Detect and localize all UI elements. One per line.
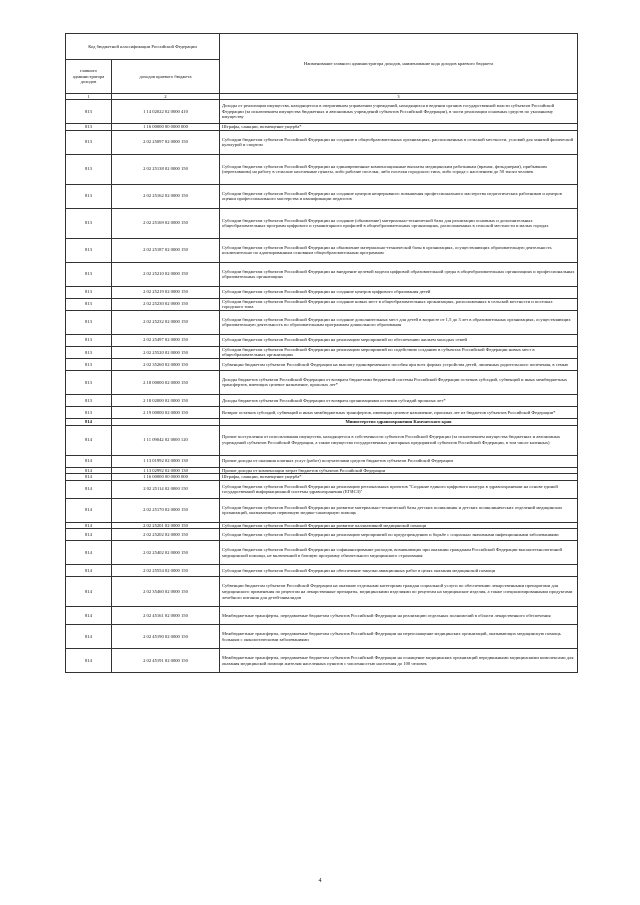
revenue-code-cell: 2 02 25201 02 0000 150 <box>112 522 220 529</box>
revenue-code-cell: 2 02 25554 02 0000 150 <box>112 565 220 577</box>
admin-code-cell: 813 <box>66 100 112 124</box>
description-cell: Субвенции бюджетам субъектов Российской Федерации на оказание отдельным категориям граждан социальной услуги по обеспечению лекарственными препаратами для медицинского применения по рецептам на лекарственные препараты, медицинскими изделиями по рецептам на медицинские изделия, а также специализированными продуктами лечебного питания для детей-инвалидов <box>220 577 578 607</box>
revenue-code-cell: 2 02 25219 02 0000 150 <box>112 286 220 298</box>
table-row <box>66 394 578 406</box>
description-cell: Межбюджетные трансферты, передаваемые бюджетам субъектов Российской Федерации на реализацию отдельных полномочий в области лекарственного обеспечения <box>220 607 578 625</box>
table-row <box>66 100 578 124</box>
admin-code-cell: 814 <box>66 577 112 607</box>
admin-code-cell: 813 <box>66 334 112 346</box>
revenue-code-cell: 2 02 25202 02 0000 150 <box>112 529 220 541</box>
table-row <box>66 124 578 131</box>
admin-code-cell: 813 <box>66 310 112 334</box>
revenue-code-cell: 2 02 25232 02 0000 150 <box>112 310 220 334</box>
table-row <box>66 649 578 673</box>
admin-code-cell: 814 <box>66 474 112 481</box>
admin-code-cell: 814 <box>66 565 112 577</box>
column-number-1: 1 <box>66 94 112 100</box>
admin-code-cell: 814 <box>66 498 112 522</box>
revenue-code-cell: 2 19 00000 02 0000 150 <box>112 406 220 418</box>
table-row <box>66 529 578 541</box>
description-cell: Министерство здравоохранения Камчатского края <box>220 418 578 425</box>
revenue-code-cell: 2 02 25497 02 0000 150 <box>112 334 220 346</box>
admin-code-cell: 813 <box>66 238 112 262</box>
description-cell: Межбюджетные трансферты, передаваемые бюджетам субъектов Российской Федерации на переоснащение медицинских организаций, оказывающих медицинскую помощь больным с онкологическими заболеваниями <box>220 625 578 649</box>
header-budget-classification: Код бюджетной классификации Российской Федерации <box>66 34 220 60</box>
revenue-code-cell: 2 02 25162 02 0000 150 <box>112 184 220 208</box>
table-row <box>66 625 578 649</box>
revenue-code-cell: 1 11 09042 02 0000 120 <box>112 425 220 455</box>
revenue-code-cell: 2 02 25187 02 0000 150 <box>112 238 220 262</box>
revenue-code-cell: 2 18 02000 02 0000 150 <box>112 394 220 406</box>
description-cell: Субсидии бюджетам субъектов Российской Федерации на реализацию мероприятий по обеспечению жильем молодых семей <box>220 334 578 346</box>
table-row <box>66 208 578 238</box>
revenue-code-cell: 1 13 02992 02 0000 130 <box>112 467 220 474</box>
admin-code-cell: 814 <box>66 625 112 649</box>
admin-code-cell: 813 <box>66 208 112 238</box>
description-cell: Прочие поступления от использования имущества, находящегося в собственности субъектов Российской Федерации (за исключением имущества бюджетных и автономных учреждений субъектов Российской Федерации, а также имущества государственных унитарных предприятий субъектов Российской Федерации, в том числе казенных) <box>220 425 578 455</box>
table-row <box>66 286 578 298</box>
table-row <box>66 154 578 184</box>
admin-code-cell: 814 <box>66 425 112 455</box>
admin-code-cell: 813 <box>66 298 112 310</box>
description-cell: Субсидии бюджетам субъектов Российской Федерации на создание центров непрерывного повышения профессионального мастерства педагогических работников и центров оценки профессионального мастерства и квалификации педагогов <box>220 184 578 208</box>
revenue-code-cell: 2 02 25170 02 0000 150 <box>112 498 220 522</box>
table-row <box>66 334 578 346</box>
header-admin-code: главного администратора доходов <box>66 60 112 94</box>
admin-code-cell: 813 <box>66 358 112 370</box>
table-row <box>66 358 578 370</box>
table-body <box>66 100 578 673</box>
description-cell: Доходы бюджетов субъектов Российской Федерации от возврата организациями остатков субсидий прошлых лет* <box>220 394 578 406</box>
table-row <box>66 425 578 455</box>
admin-code-cell: 813 <box>66 262 112 286</box>
description-cell: Субсидии бюджетам субъектов Российской Федерации на развитие паллиативной медицинской помощи <box>220 522 578 529</box>
description-cell: Субсидии бюджетам субъектов Российской Федерации на реализацию мероприятий по содействию созданию в субъектах Российской Федерации новых мест в общеобразовательных организациях <box>220 346 578 358</box>
admin-code-cell: 814 <box>66 529 112 541</box>
table-row <box>66 565 578 577</box>
revenue-code-cell: 2 02 25520 02 0000 150 <box>112 346 220 358</box>
admin-code-cell: 814 <box>66 541 112 565</box>
table-row <box>66 130 578 154</box>
table-row <box>66 238 578 262</box>
revenue-code-cell: 2 02 45191 02 0000 150 <box>112 649 220 673</box>
admin-code-cell: 813 <box>66 124 112 131</box>
revenue-code-cell: 2 02 25097 02 0000 150 <box>112 130 220 154</box>
column-number-3: 3 <box>220 94 578 100</box>
table-section-header-row <box>66 418 578 425</box>
revenue-code-cell <box>112 418 220 425</box>
admin-code-cell: 814 <box>66 607 112 625</box>
admin-code-cell: 813 <box>66 130 112 154</box>
table-row <box>66 184 578 208</box>
page-number: 4 <box>318 878 322 884</box>
description-cell: Доходы бюджетов субъектов Российской Федерации от возврата бюджетами бюджетной системы Российской Федерации остатков субсидий, субвенций и иных межбюджетных трансфертов, имеющих целевое назначение, прошлых лет* <box>220 370 578 394</box>
revenue-code-table <box>65 33 578 673</box>
admin-code-cell: 813 <box>66 394 112 406</box>
description-cell: Субсидии бюджетам субъектов Российской Федерации на единовременные компенсационные выплаты медицинским работникам (врачам, фельдшерам), прибывшим (переехавшим) на работу в сельские населенные пункты, либо рабочие поселки, либо поселки городского типа, либо города с населением до 50 тысяч человек <box>220 154 578 184</box>
revenue-code-cell: 1 14 02022 02 0000 410 <box>112 100 220 124</box>
description-cell: Субсидии бюджетам субъектов Российской Федерации на создание новых мест в общеобразовательных организациях, расположенных в сельской местности и поселках городского типа <box>220 298 578 310</box>
admin-code-cell: 813 <box>66 184 112 208</box>
description-cell: Прочие доходы от компенсации затрат бюджетов субъектов Российской Федерации <box>220 467 578 474</box>
admin-code-cell: 813 <box>66 154 112 184</box>
revenue-code-cell: 2 02 35260 02 0000 150 <box>112 358 220 370</box>
admin-code-cell: 814 <box>66 455 112 467</box>
table-row <box>66 607 578 625</box>
description-cell: Субсидии бюджетам субъектов Российской Федерации на создание дополнительных мест для детей в возрасте от 1,5 до 3 лет в образовательных организациях, осуществляющих образовательную деятельность по образовательным программам дошкольного образования <box>220 310 578 334</box>
admin-code-cell: 813 <box>66 286 112 298</box>
description-cell: Субсидии бюджетам субъектов Российской Федерации на софинансирование расходов, возникающих при оказании гражданам Российской Федерации высокотехнологичной медицинской помощи, не включенной в базовую программу обязательного медицинского страхования <box>220 541 578 565</box>
table-row <box>66 370 578 394</box>
revenue-code-cell: 2 02 25114 02 0000 150 <box>112 480 220 498</box>
revenue-code-cell: 1 16 00000 00 0000 000 <box>112 474 220 481</box>
revenue-code-cell: 2 18 00000 02 0000 150 <box>112 370 220 394</box>
description-cell: Доходы от реализации имущества, находящегося в оперативном управлении учреждений, находящихся в ведении органов государственной власти субъектов Российской Федерации (за исключением имущества бюджетных и автономных учреждений субъектов Российской Федерации), в части реализации основных средств по указанному имуществу <box>220 100 578 124</box>
admin-code-cell: 814 <box>66 418 112 425</box>
description-cell: Субсидии бюджетам субъектов Российской Федерации на реализацию мероприятий по предупреждению и борьбе с социально значимыми инфекционными заболеваниями <box>220 529 578 541</box>
table-row <box>66 346 578 358</box>
table-row <box>66 406 578 418</box>
table-row <box>66 455 578 467</box>
table-row <box>66 541 578 565</box>
admin-code-cell: 813 <box>66 346 112 358</box>
description-cell: Межбюджетные трансферты, передаваемые бюджетам субъектов Российской Федерации на оснащение медицинских организаций передвижными медицинскими комплексами для оказания медицинской помощи жителям населенных пунктов с численностью населения до 100 человек <box>220 649 578 673</box>
table-row <box>66 480 578 498</box>
revenue-code-cell: 1 16 00000 00 0000 000 <box>112 124 220 131</box>
table-row <box>66 298 578 310</box>
admin-code-cell: 814 <box>66 480 112 498</box>
description-cell: Субсидии бюджетам субъектов Российской Федерации на создание (обновление) материально-технической базы для реализации основных и дополнительных общеобразовательных программ цифрового и гуманитарного профилей в общеобразовательных организациях, расположенных в сельской местности и малых городах <box>220 208 578 238</box>
column-number-2: 2 <box>112 94 220 100</box>
admin-code-cell: 814 <box>66 467 112 474</box>
table-row <box>66 467 578 474</box>
revenue-code-cell: 2 02 25230 02 0000 150 <box>112 298 220 310</box>
revenue-code-cell: 2 02 25402 02 0000 150 <box>112 541 220 565</box>
revenue-code-cell: 2 02 45161 02 0000 150 <box>112 607 220 625</box>
revenue-code-cell: 2 02 25138 02 0000 150 <box>112 154 220 184</box>
description-cell: Возврат остатков субсидий, субвенций и иных межбюджетных трансфертов, имеющих целевое назначение, прошлых лет из бюджетов субъектов Российской Федерации* <box>220 406 578 418</box>
description-cell: Штрафы, санкции, возмещение ущерба* <box>220 124 578 131</box>
description-cell: Субсидии бюджетам субъектов Российской Федерации на развитие материально-технической базы детских поликлиник и детских поликлинических отделений медицинских организаций, оказывающих первичную медико-санитарную помощь <box>220 498 578 522</box>
header-revenue-code: доходов краевого бюджета <box>112 60 220 94</box>
header-name: Наименование главного администратора доходов, наименование кода доходов краевого бюджета <box>220 34 578 94</box>
revenue-code-cell: 2 02 35460 02 0000 150 <box>112 577 220 607</box>
description-cell: Субвенции бюджетам субъектов Российской Федерации на выплату единовременного пособия при всех формах устройства детей, лишенных родительского попечения, в семью <box>220 358 578 370</box>
description-cell: Субсидии бюджетам субъектов Российской Федерации на создание в общеобразовательных организациях, расположенных в сельской местности, условий для занятий физической культурой и спортом <box>220 130 578 154</box>
table-row <box>66 577 578 607</box>
table-row <box>66 498 578 522</box>
description-cell: Субсидии бюджетам субъектов Российской Федерации на реализацию региональных проектов "Создание единого цифрового контура в здравоохранении на основе единой государственной информационной системы здравоохранения (ЕГИСЗ)" <box>220 480 578 498</box>
description-cell: Прочие доходы от оказания платных услуг (работ) получателями средств бюджетов субъектов Российской Федерации <box>220 455 578 467</box>
description-cell: Субсидии бюджетам субъектов Российской Федерации на обновление материально-технической базы в организациях, осуществляющих образовательную деятельность исключительно по адаптированным основным общеобразовательным программам <box>220 238 578 262</box>
table-row <box>66 522 578 529</box>
revenue-code-cell: 2 02 25210 02 0000 150 <box>112 262 220 286</box>
table-row <box>66 262 578 286</box>
table-row <box>66 474 578 481</box>
description-cell: Субсидии бюджетам субъектов Российской Федерации на обеспечение закупки авиационных работ в целях оказания медицинской помощи <box>220 565 578 577</box>
admin-code-cell: 814 <box>66 649 112 673</box>
revenue-code-cell: 2 02 45190 02 0000 150 <box>112 625 220 649</box>
revenue-code-cell: 1 13 01992 02 0000 130 <box>112 455 220 467</box>
description-cell: Субсидии бюджетам субъектов Российской Федерации на создание центров цифрового образования детей <box>220 286 578 298</box>
table-row <box>66 310 578 334</box>
admin-code-cell: 813 <box>66 370 112 394</box>
description-cell: Штрафы, санкции, возмещение ущерба* <box>220 474 578 481</box>
description-cell: Субсидии бюджетам субъектов Российской Федерации на внедрение целевой модели цифровой образовательной среды в общеобразовательных организациях и профессиональных образовательных организациях <box>220 262 578 286</box>
revenue-code-cell: 2 02 25169 02 0000 150 <box>112 208 220 238</box>
admin-code-cell: 814 <box>66 522 112 529</box>
admin-code-cell: 813 <box>66 406 112 418</box>
